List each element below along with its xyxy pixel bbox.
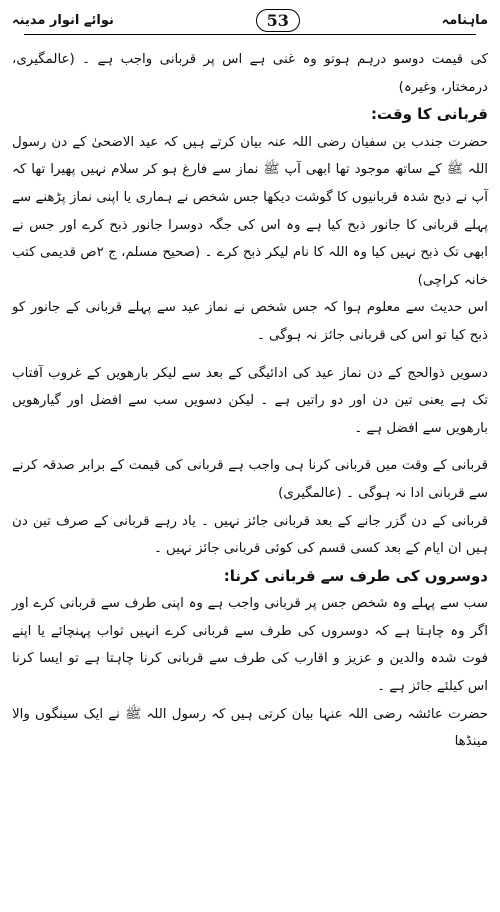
page-number: 53 [256, 9, 300, 32]
paragraph: قربانی کے دن گزر جانے کے بعد قربانی جائز نہیں ۔ یاد رہے قربانی کے صرف تین دن ہیں ان ایام کے بعد کسی قسم کی کوئی قربانی جائز نہیں ۔ [12, 513, 488, 557]
section-heading: دوسروں کی طرف سے قربانی کرنا: [223, 566, 488, 585]
page-header [12, 0, 488, 40]
paragraph: سب سے پہلے وہ شخص جس پر قربانی واجب ہے وہ اپنی طرف سے قربانی کرے اور اگر وہ چاہتا ہے کہ دوسروں کی طرف سے قربانی کرے انہیں ثواب پہنچائے یا اپنے فوت شدہ والدین و عزیز و اقارب کی طرف سے قربانی کرنا چاہتا ہے تو ایسا کرنا اس کیلئے جائز ہے ۔ [12, 596, 488, 695]
paragraph: کی قیمت دوسو درہم ہوتو وہ غنی ہے اس پر قربانی واجب ہے ۔ (عالمگیری، درمختار، وغیرہ) [12, 52, 488, 95]
paragraph: اس حدیث سے معلوم ہوا کہ جس شخص نے نماز عید سے پہلے قربانی کے جانور کو ذبح کیا تو اس کی قربانی جائز نہ ہوگی ۔ [12, 300, 488, 343]
paragraph-gap [12, 442, 488, 452]
journal-title: نوائے انوار مدینہ [12, 12, 114, 28]
header-rule [24, 34, 476, 35]
article-body [12, 46, 488, 756]
section-heading: قربانی کا وقت: [370, 105, 488, 124]
paragraph-gap [12, 350, 488, 360]
paragraph: قربانی کے وقت میں قربانی کرنا ہی واجب ہے قربانی کی قیمت کے برابر صدقہ کرنے سے قربانی ادا نہ ہوگی ۔ (عالمگیری) [12, 458, 488, 501]
magazine-label: ماہنامہ [441, 12, 488, 28]
paragraph: حضرت جندب بن سفیان رضی اللہ عنہ بیان کرتے ہیں کہ عید الاضحیٰ کے دن رسول اللہ ﷺ کے ساتھ موجود تھا ابھی آپ ﷺ نماز سے فارغ ہو کر سلام نہیں پھیرا تھا کہ آپ نے ذبح شدہ قربانیوں کا گوشت دیکھا جس شخص نے ہماری یا اپنی نماز پڑھنے سے پہلے قربانی کا جانور ذبح کیا ہے وہ اس کی جگہ دوسرا جانور ذبح کرے اور جس نے ابھی تک ذبح نہیں کیا وہ اللہ کا نام لیکر ذبح کرے ۔ (صحیح مسلم، ج ۲ص قدیمی کتب خانہ کراچی) [12, 134, 488, 288]
paragraph: دسویں ذوالحج کے دن نماز عید کی ادائیگی کے بعد سے لیکر بارھویں کے غروب آفتاب تک ہے یعنی تین دن اور دو راتیں ہے ۔ لیکن دسویں سب سے افضل اور گیارھویں بارھویں سے افضل ہے ۔ [12, 365, 488, 436]
paragraph: حضرت عائشہ رضی اللہ عنہا بیان کرتی ہیں کہ رسول اللہ ﷺ نے ایک سینگوں والا مینڈھا [12, 706, 488, 750]
